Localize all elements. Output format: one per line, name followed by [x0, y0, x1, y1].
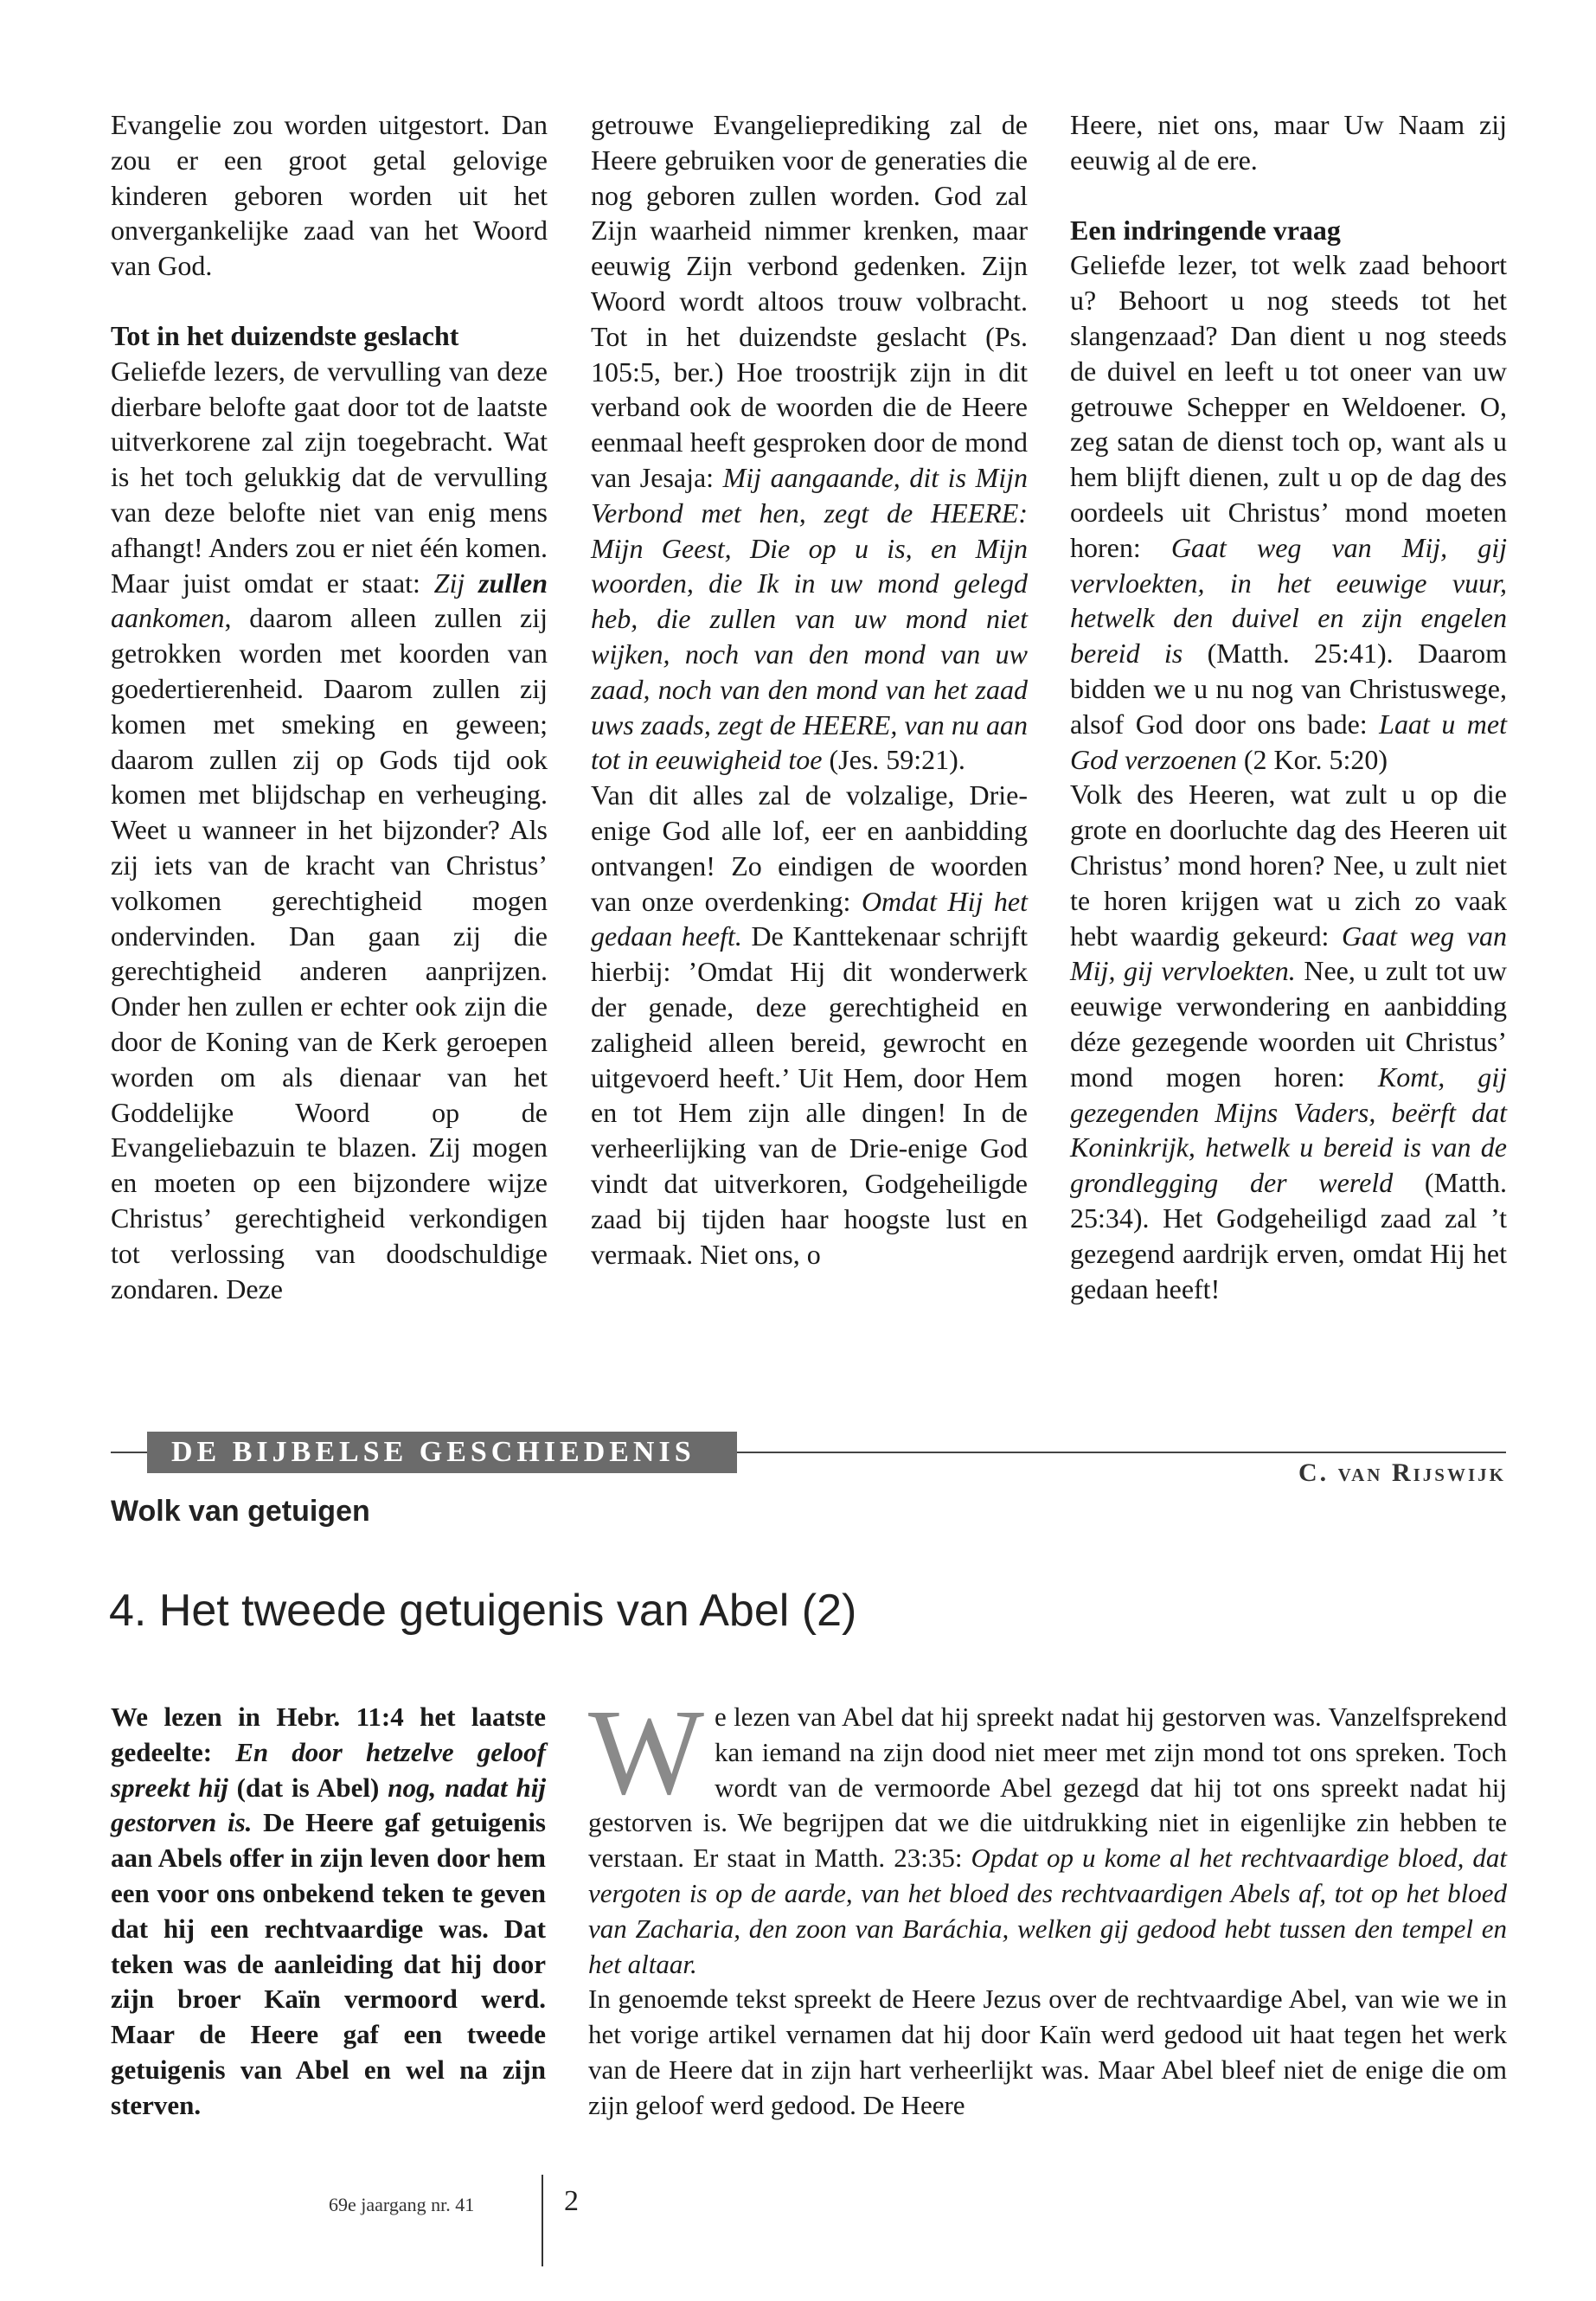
col3-paragraph-1: Heere, niet ons, maar Uw Naam zij eeuwig al de ere.: [1070, 109, 1507, 176]
author-name: C. van Rijswijk: [1298, 1458, 1506, 1487]
article-kicker: Wolk van getuigen: [111, 1495, 370, 1528]
col3-paragraph-3: Volk des Heeren, wat zult u op die grote en doorluchte dag des Heeren uit Christus’ mond horen? Nee, u zult niet te horen krijgen wat u zich zo vaak hebt waardig gekeurd: Gaat weg van Mij, gij vervloekten. Nee, u zult tot uw eeuwige verwondering en aanbidding déze gezegende woorden uit Christus’ mond mogen horen: Komt, gij gezegenden Mijns Vaders, beërft dat Koninkrijk, hetwelk u bereid is van de grondlegging der wereld (Matth. 25:34). Het Godgeheiligd zaad zal ’t gezegend aardrijk erven, omdat Hij het gedaan heeft!: [1070, 779, 1508, 1304]
section-rule-right: [737, 1452, 1506, 1453]
article-paragraph-1: We lezen van Abel dat hij spreekt nadat hij gestorven was. Vanzelfsprekend kan iemand na zijn dood niet meer met zijn mond tot ons spreken. Toch wordt van de vermoorde Abel gezegd dat hij tot ons spreekt nadat hij gestorven is. We begrijpen dat we die uitdrukking niet in eigenlijke zin hebben te verstaan. Er staat in Matth. 23:35: Opdat op u kome al het rechtvaardige bloed, dat vergoten is op de aarde, van het bloed des rechtvaardigen Abels af, tot op het bloed van Zacharia, den zoon van Baráchia, welken gij gedood hebt tussen den tempel en het altaar.: [588, 1683, 1507, 1979]
article-title: 4. Het tweede getuigenis van Abel (2): [109, 1586, 857, 1636]
col2-paragraph-1: getrouwe Evangelieprediking zal de Heere gebruiken voor de generaties die nog geboren zullen worden. God zal Zijn waarheid nimmer krenken, maar eeuwig Zijn verbond gedenken. Zijn Woord wordt altoos trouw volbracht. Tot in het duizendste geslacht (Ps. 105:5, ber.) Hoe troostrijk zijn in dit verband ook de woorden die de Heere eenmaal heeft gesproken door de mond van Jesaja: Mij aangaande, dit is Mijn Verbond met hen, zegt de HEERE: Mijn Geest, Die op u is, en Mijn woorden, die Ik in uw mond gelegd heb, die zullen van uw mond niet wijken, noch van den mond van uw zaad, noch van den mond van het zaad uws zaads, zegt de HEERE, van nu aan tot in eeuwigheid toe (Jes. 59:21).: [591, 109, 1029, 776]
column-2: [591, 107, 1028, 1272]
col2-paragraph-2: Van dit alles zal de volzalige, Drie-enige God alle lof, eer en aanbidding ontvangen! Zo eindigen de woorden van onze overdenking: Omdat Hij het gedaan heeft. De Kanttekenaar schrijft hierbij: ’Omdat Hij dit wonderwerk der genade, deze gerechtigheid en zaligheid alleen bereid, gewrocht en uitgevoerd heeft.’ Uit Hem, door Hem en tot Hem zijn alle dingen! In de verheerlijking van de Drie-enige God vindt dat uitverkoren, Godgeheiligde zaad bij tijden haar hoogste lust en vermaak. Niet ons, o: [591, 779, 1029, 1270]
col1-paragraph-1: Evangelie zou worden uitgestort. Dan zou er een groot getal gelovige kinderen geboren worden uit het onvergankelijke zaad van het Woord van God.: [111, 109, 548, 282]
section-rule-left: [111, 1452, 149, 1453]
col1-subheading: Tot in het duizendste geslacht: [111, 319, 459, 351]
article-intro: We lezen in Hebr. 11:4 het laatste gedeelte: En door hetzelve geloof spreekt hij (dat is Abel) nog, nadat hij gestorven is. De Heere gaf getuigenis aan Abels offer in zijn leven door hem een voor ons onbekend teken te geven dat hij een rechtvaardige was. Dat teken was de aanleiding dat hij door zijn broer Kaïn vermoord werd. Maar de Heere gaf een tweede getuigenis van Abel en wel na zijn sterven.: [111, 1702, 546, 2120]
column-3: [1070, 107, 1507, 1306]
article-paragraph-2: In genoemde tekst spreekt de Heere Jezus over de rechtvaardige Abel, van wie we in het vorige artikel vernamen dat hij door Kaïn werd gedood uit haat tegen het werk van de Heere dat in zijn hart verheerlijkt was. Maar Abel bleef niet de enige die om zijn geloof werd gedood. De Heere: [588, 1984, 1507, 2120]
col3-subheading: Een indringende vraag: [1070, 214, 1341, 246]
article-body: [588, 1683, 1507, 2124]
column-1: [111, 107, 548, 1306]
section-banner: DE BIJBELSE GESCHIEDENIS: [147, 1432, 737, 1473]
col3-paragraph-2: Geliefde lezer, tot welk zaad behoort u? Behoort u nog steeds tot het slangenzaad? Dan dient u nog steeds de duivel en leeft u tot oneer van uw getrouwe Schepper en Weldoener. O, zeg satan de dienst toch op, want als u hem blijft dienen, zult u op de dag des oordeels uit Christus’ mond moeten horen: Gaat weg van Mij, gij vervloekten, in het eeuwige vuur, hetwelk den duivel en zijn engelen bereid is (Matth. 25:41). Daarom bidden we u nu nog van Christuswege, alsof God door ons bade: Laat u met God verzoenen (2 Kor. 5:20): [1070, 249, 1508, 775]
page-number: 2: [564, 2185, 579, 2217]
col1-paragraph-2: Geliefde lezers, de vervulling van deze dierbare belofte gaat door tot de laatste uitverkorene zal zijn toegebracht. Wat is het toch gelukkig dat de vervulling van deze belofte niet van enig mens afhangt! Anders zou er niet één komen. Maar juist omdat er staat: Zij zullen aankomen, daarom alleen zullen zij getrokken worden met koorden van goedertierenheid. Daarom zullen zij komen met smeking en geween; daarom zullen zij op Gods tijd ook komen met blijdschap en verheuging. Weet u wanneer in het bijzonder? Als zij iets van de kracht van Christus’ volkomen gerechtigheid mogen ondervinden. Dan gaan zij die gerechtigheid anderen aanprijzen. Onder hen zullen er echter ook zijn die door de Koning van de Kerk geroepen worden om als dienaar van het Goddelijke Woord op de Evangeliebazuin te blazen. Zij mogen en moeten op een bijzondere wijze Christus’ gerechtigheid verkondigen tot verlossing van doodschuldige zondaren. Deze: [111, 355, 548, 1304]
footer-divider: [542, 2175, 543, 2266]
footer-issue: 69e jaargang nr. 41: [329, 2194, 475, 2215]
drop-cap: W: [588, 1683, 705, 1820]
